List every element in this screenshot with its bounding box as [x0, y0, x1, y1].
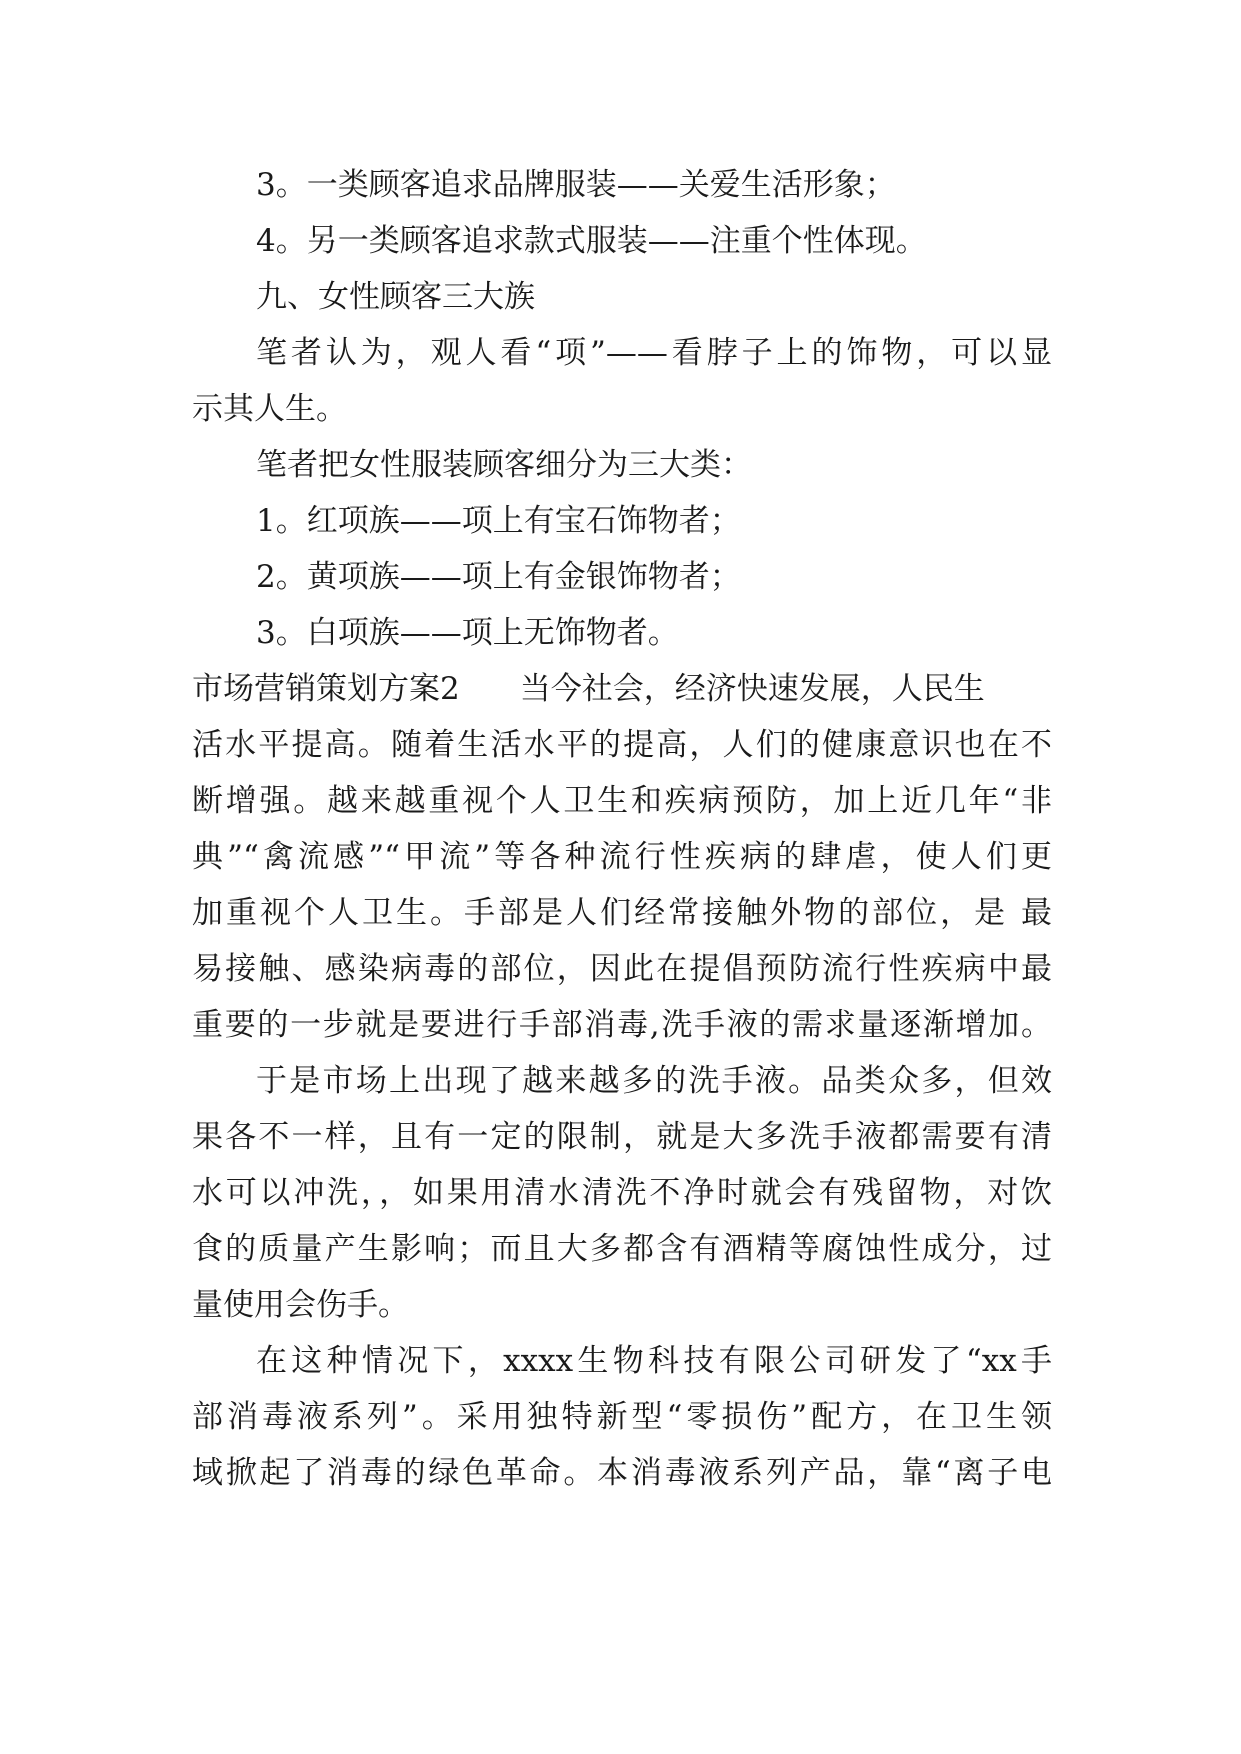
list-item: 1。红项族——项上有宝石饰物者； — [256, 503, 741, 539]
paragraph-line: 量使用会伤手。 — [192, 1287, 409, 1323]
paragraph-line: 笔者把女性服装顾客细分为三大类： — [256, 447, 752, 483]
document-body — [192, 157, 1052, 1501]
paragraph-line: 笔者认为，观人看“项”——看脖子上的饰物，可以显 — [256, 335, 1052, 371]
paragraph-line: 重要的一步就是要进行手部消毒,洗手液的需求量逐渐增加。 — [192, 1007, 1052, 1043]
paragraph-line: 在这种情况下，xxxx生物科技有限公司研发了“xx手 — [256, 1343, 1052, 1379]
section-title: 市场营销策划方案2 — [192, 671, 460, 707]
section-heading: 九、女性顾客三大族 — [256, 279, 535, 315]
paragraph-line: 易接触、感染病毒的部位，因此在提倡预防流行性疾病中最 — [192, 951, 1052, 987]
paragraph-line: 水可以冲洗，，如果用清水清洗不净时就会有残留物，对饮 — [192, 1175, 1052, 1211]
section-title-line — [192, 661, 1052, 717]
list-item: 3。白项族——项上无饰物者。 — [256, 615, 679, 651]
paragraph-start: 当今社会，经济快速发展，人民生 — [519, 671, 985, 707]
paragraph-line: 部消毒液系列”。采用独特新型“零损伤”配方，在卫生领 — [192, 1399, 1052, 1435]
paragraph-line: 果各不一样，且有一定的限制，就是大多洗手液都需要有清 — [192, 1119, 1052, 1155]
paragraph-line: 食的质量产生影响；而且大多都含有酒精等腐蚀性成分，过 — [192, 1231, 1052, 1267]
paragraph-line: 活水平提高。随着生活水平的提高，人们的健康意识也在不 — [192, 727, 1052, 763]
paragraph-line: 断增强。越来越重视个人卫生和疾病预防，加上近几年“非 — [192, 783, 1052, 819]
list-item: 2。黄项族——项上有金银饰物者； — [256, 559, 741, 595]
paragraph-line: 示其人生。 — [192, 391, 347, 427]
list-item: 3。一类顾客追求品牌服装——关爱生活形象； — [256, 167, 896, 203]
paragraph-line: 典”“禽流感”“甲流”等各种流行性疾病的肆虐，使人们更 — [192, 839, 1052, 875]
paragraph-line: 域掀起了消毒的绿色革命。本消毒液系列产品，靠“离子电 — [192, 1455, 1052, 1491]
paragraph-line: 于是市场上出现了越来越多的洗手液。品类众多，但效 — [256, 1063, 1052, 1099]
list-item: 4。另一类顾客追求款式服装——注重个性体现。 — [256, 223, 927, 259]
paragraph-line: 加重视个人卫生。手部是人们经常接触外物的部位，是 最 — [192, 895, 1052, 931]
